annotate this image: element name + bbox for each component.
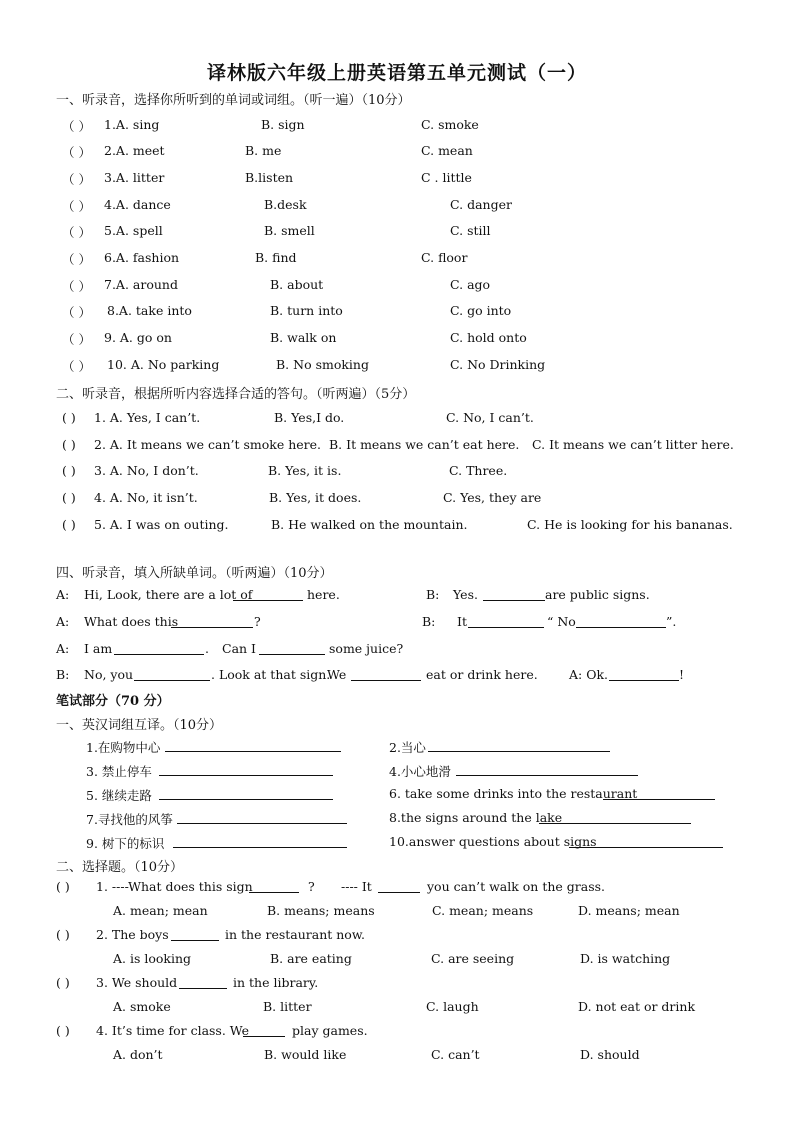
- choice-b: B. would like: [264, 1047, 347, 1062]
- question-text: ?: [308, 879, 315, 894]
- answer-line[interactable]: [428, 738, 610, 752]
- option-b: B. He walked on the mountain.: [271, 517, 468, 532]
- question-row: [56, 1023, 756, 1043]
- answer-bracket[interactable]: （ ）: [62, 199, 91, 214]
- answer-line[interactable]: [173, 834, 347, 848]
- option-b: B. Yes,I do.: [274, 410, 345, 425]
- choice-d: D. should: [580, 1047, 640, 1062]
- option-a: 6.A. fashion: [104, 250, 180, 265]
- answer-bracket[interactable]: （ ）: [62, 119, 91, 134]
- question-text: in the library.: [233, 975, 319, 990]
- speaker-label: A:: [56, 641, 70, 656]
- fill-blank[interactable]: [259, 641, 325, 655]
- page-title: 译林版六年级上册英语第五单元测试（一）: [206, 62, 587, 84]
- speaker-label: B:: [56, 667, 70, 682]
- answer-bracket[interactable]: （ ）: [62, 305, 91, 320]
- answer-line[interactable]: [159, 786, 333, 800]
- question-text: ---- It: [341, 879, 372, 894]
- option-c: C. Yes, they are: [443, 490, 542, 505]
- choice-d: D. means; mean: [578, 903, 680, 918]
- dialogue-text: some juice?: [329, 641, 404, 656]
- choice-a: A. mean; mean: [113, 903, 208, 918]
- answer-bracket[interactable]: （ ）: [62, 359, 91, 374]
- answer-bracket[interactable]: ( ): [56, 879, 70, 894]
- dialogue-text: A: Ok.: [569, 667, 609, 682]
- prompt-left: 5. 继续走路: [86, 788, 152, 803]
- speaker-label: A:: [56, 587, 70, 602]
- fill-blank[interactable]: [114, 641, 204, 655]
- answer-line[interactable]: [569, 834, 723, 848]
- speaker-label: A:: [56, 614, 70, 629]
- translation-row: [86, 786, 746, 806]
- answer-line[interactable]: [177, 810, 347, 824]
- option-b: B. It means we can’t eat here.: [329, 437, 520, 452]
- option-b: B. smell: [264, 223, 315, 238]
- fill-blank[interactable]: [468, 614, 544, 628]
- choice-d: D. is watching: [580, 951, 671, 966]
- answer-bracket[interactable]: （ ）: [62, 279, 91, 294]
- question-text: you can’t walk on the grass.: [427, 879, 606, 894]
- question-row: [56, 927, 756, 947]
- fill-blank[interactable]: [171, 927, 219, 941]
- option-b: B. Yes, it is.: [268, 463, 342, 478]
- option-b: B. sign: [261, 117, 305, 132]
- section4-heading: 四、听录音，填入所缺单词。（听两遍）（10分）: [56, 566, 333, 581]
- translation-row: [86, 738, 746, 758]
- option-c: C. Three.: [449, 463, 508, 478]
- option-c: C . little: [421, 170, 472, 185]
- choice-row: [56, 1047, 756, 1067]
- dialogue-text: ”.: [666, 614, 677, 629]
- choice-b: B. litter: [263, 999, 312, 1014]
- choice-c: C. can’t: [431, 1047, 480, 1062]
- option-c: C. No Drinking: [450, 357, 546, 372]
- fill-blank[interactable]: [351, 667, 421, 681]
- dialogue-text: It: [457, 614, 467, 629]
- fill-blank[interactable]: [233, 587, 303, 601]
- answer-bracket[interactable]: ( ): [62, 490, 76, 505]
- prompt-left: 3. 禁止停车: [86, 764, 152, 779]
- dialogue-text: are public signs.: [545, 587, 650, 602]
- option-a: 7.A. around: [104, 277, 178, 292]
- answer-bracket[interactable]: ( ): [56, 975, 70, 990]
- option-b: B.listen: [245, 170, 294, 185]
- option-a: 5.A. spell: [104, 223, 163, 238]
- dialogue-text: We: [327, 667, 347, 682]
- dialogue-text: Yes.: [453, 587, 478, 602]
- option-b: B. about: [270, 277, 324, 292]
- option-a: 2.A. meet: [104, 143, 165, 158]
- option-b: B. me: [245, 143, 282, 158]
- answer-bracket[interactable]: ( ): [62, 463, 76, 478]
- choice-c: C. laugh: [426, 999, 479, 1014]
- prompt-left: 7.寻找他的风筝: [86, 812, 173, 827]
- fill-blank[interactable]: [243, 1023, 285, 1037]
- choice-d: D. not eat or drink: [578, 999, 696, 1014]
- question-text: play games.: [292, 1023, 368, 1038]
- answer-bracket[interactable]: （ ）: [62, 225, 91, 240]
- option-c: C. hold onto: [450, 330, 527, 345]
- dialogue-text: . Look at that sign.: [211, 667, 331, 682]
- choice-a: A. smoke: [113, 999, 171, 1014]
- answer-bracket[interactable]: ( ): [62, 437, 76, 452]
- choice-b: B. means; means: [267, 903, 375, 918]
- choice-a: A. is looking: [113, 951, 192, 966]
- option-c: C. ago: [450, 277, 491, 292]
- fill-blank[interactable]: [483, 587, 545, 601]
- fill-blank[interactable]: [179, 975, 227, 989]
- option-a: 4.A. dance: [104, 197, 171, 212]
- option-b: B. turn into: [270, 303, 343, 318]
- dialogue-text: Hi, Look, there are a lot of: [84, 587, 253, 602]
- option-c: C. danger: [450, 197, 512, 212]
- dialogue-line: [56, 587, 756, 607]
- option-c: C. mean: [421, 143, 473, 158]
- answer-bracket[interactable]: （ ）: [62, 145, 91, 160]
- option-a: 3.A. litter: [104, 170, 165, 185]
- dialogue-text: .: [205, 641, 209, 656]
- option-a: 1.A. sing: [104, 117, 160, 132]
- option-c: C. smoke: [421, 117, 479, 132]
- option-a: 4. A. No, it isn’t.: [94, 490, 198, 505]
- written-heading: 笔试部分（70 分）: [56, 694, 170, 709]
- question-text: in the restaurant now.: [225, 927, 366, 942]
- answer-line[interactable]: [539, 810, 691, 824]
- part1-heading: 一、英汉词组互译。（10分）: [56, 718, 223, 733]
- option-c: C. He is looking for his bananas.: [527, 517, 733, 532]
- option-a: 8.A. take into: [107, 303, 192, 318]
- part2-heading: 二、选择题。（10分）: [56, 860, 184, 875]
- choice-a: A. don’t: [113, 1047, 163, 1062]
- question-row: [56, 879, 756, 899]
- question-text: 2. The boys: [96, 927, 169, 942]
- dialogue-text: “ No: [547, 614, 576, 629]
- dialogue-line: [56, 614, 756, 634]
- option-c: C. It means we can’t litter here.: [532, 437, 734, 452]
- dialogue-text: ?: [254, 614, 261, 629]
- fill-blank[interactable]: [171, 614, 253, 628]
- question-row: [56, 975, 756, 995]
- dialogue-text: !: [679, 667, 685, 682]
- answer-line[interactable]: [165, 738, 341, 752]
- prompt-left: 1.在购物中心: [86, 740, 161, 755]
- dialogue-text: I am: [84, 641, 113, 656]
- option-a: 3. A. No, I don’t.: [94, 463, 199, 478]
- dialogue-text: No, you: [84, 667, 134, 682]
- option-a: 5. A. I was on outing.: [94, 517, 229, 532]
- dialogue-text: What does this: [84, 614, 179, 629]
- fill-blank[interactable]: [576, 614, 666, 628]
- answer-bracket[interactable]: （ ）: [62, 172, 91, 187]
- choice-row: [56, 999, 756, 1019]
- option-c: C. No, I can’t.: [446, 410, 534, 425]
- translation-row: [86, 762, 746, 782]
- speaker-label: B:: [422, 614, 436, 629]
- prompt-left: 9. 树下的标识: [86, 836, 165, 851]
- answer-line[interactable]: [456, 762, 638, 776]
- fill-blank[interactable]: [134, 667, 210, 681]
- choice-c: C. mean; means: [432, 903, 534, 918]
- option-a: 10. A. No parking: [107, 357, 220, 372]
- section1-heading: 一、听录音，选择你所听到的单词或词组。（听一遍）（10分）: [56, 93, 411, 108]
- prompt-right: 10.answer questions about signs: [389, 834, 597, 849]
- answer-bracket[interactable]: ( ): [62, 410, 76, 425]
- option-a: 9. A. go on: [104, 330, 172, 345]
- dialogue-text: here.: [307, 587, 340, 602]
- translation-row: [86, 834, 746, 854]
- option-c: C. still: [450, 223, 491, 238]
- option-b: B. No smoking: [276, 357, 369, 372]
- option-b: B.desk: [264, 197, 307, 212]
- answer-bracket[interactable]: （ ）: [62, 252, 91, 267]
- answer-line[interactable]: [159, 762, 333, 776]
- dialogue-line: [56, 667, 756, 687]
- option-b: B. walk on: [270, 330, 337, 345]
- speaker-label: B:: [426, 587, 440, 602]
- dialogue-text: eat or drink here.: [426, 667, 538, 682]
- answer-line[interactable]: [603, 786, 715, 800]
- prompt-right: 8.the signs around the lake: [389, 810, 563, 825]
- choice-row: [56, 903, 756, 923]
- fill-blank[interactable]: [609, 667, 679, 681]
- prompt-right: 2.当心: [389, 740, 426, 755]
- choice-b: B. are eating: [270, 951, 352, 966]
- option-a: 2. A. It means we can’t smoke here.: [94, 437, 322, 452]
- answer-bracket[interactable]: （ ）: [62, 332, 91, 347]
- option-c: C. go into: [450, 303, 512, 318]
- question-text: 1. ----What does this sign: [96, 879, 253, 894]
- section2-heading: 二、听录音，根据所听内容选择合适的答句。（听两遍）（5分）: [56, 387, 416, 402]
- answer-bracket[interactable]: ( ): [56, 927, 70, 942]
- prompt-right: 4.小心地滑: [389, 764, 451, 779]
- fill-blank[interactable]: [249, 879, 299, 893]
- answer-bracket[interactable]: ( ): [62, 517, 76, 532]
- option-c: C. floor: [421, 250, 468, 265]
- option-a: 1. A. Yes, I can’t.: [94, 410, 201, 425]
- choice-row: [56, 951, 756, 971]
- fill-blank[interactable]: [378, 879, 420, 893]
- translation-row: [86, 810, 746, 830]
- prompt-right: 6. take some drinks into the restaurant: [389, 786, 638, 801]
- choice-c: C. are seeing: [431, 951, 515, 966]
- dialogue-text: Can I: [222, 641, 256, 656]
- dialogue-line: [56, 641, 756, 661]
- option-b: B. find: [255, 250, 297, 265]
- answer-bracket[interactable]: ( ): [56, 1023, 70, 1038]
- option-b: B. Yes, it does.: [269, 490, 362, 505]
- question-text: 3. We should: [96, 975, 178, 990]
- question-text: 4. It’s time for class. We: [96, 1023, 250, 1038]
